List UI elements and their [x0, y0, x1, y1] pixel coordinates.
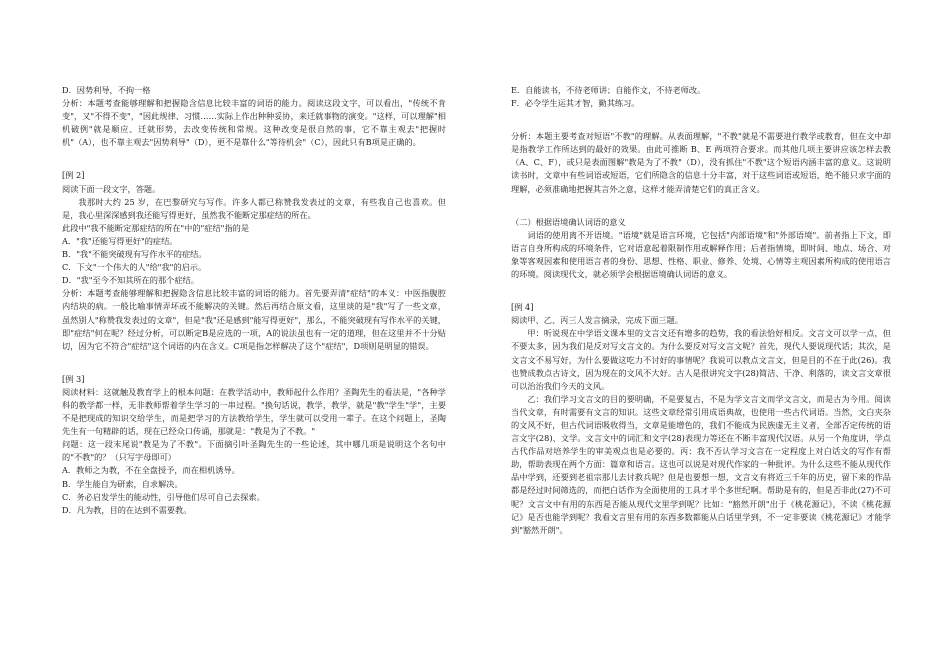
example-3-option-c: C．务必启发学生的能动性，引导他们尽可自己去探索。 — [62, 491, 265, 502]
example-3-material: 阅读材料：这就触及教育学上的根本问题：在教学活动中，教师起什么作用？圣陶先生的看法是，"各种学科的教学都一样，无非教师帮着学生学习的一串过程。"换句话说，教学，教学，就是"教"学生"学"，主要不是把现成的知识交给学生，而是把学习的方法教给学生，学生就可以受用一辈子。在这个问题上，圣陶先生有一句精辟的话，现在已经众口传诵，那就是："教是为了不教。" — [62, 386, 446, 437]
example-3-heading: [例 3] — [62, 373, 85, 384]
example-2-passage: 我那时大约 25 岁，在巴黎研究与写作。许多人都已称赞我发表过的文章，有些我自己也喜欢。但是，我心里深深感到我还能写得更好，虽然我不能断定那症结的所在。 — [62, 196, 446, 220]
example-4-speaker-yi: 乙：我们学习文言文的目的要明确，不是要复古，不是为学文言文而学文言文，而是古为今用。阅读当代文章，有时需要有文言的知识。这些文章经常引用成语典故，也使用一些古代词语。当然，文白夹杂的文风不好，但古代词语吸收得当，文章是能增色的，我们不能成为民族虚无主义者，全部否定传统的语言文字(28)、文学。文言文中的词汇和文字(28)表现力等还在不断丰富现代汉语。从另一个角度讲，学点古代作品对培养学生的审美观点也是必要的。丙：我不否认学习文言在一定程度上对白话文的写作有帮助，帮助表现在两个方面：篇章和语言。这也可以说是对现代作家的一种批评。为什么这些不能从现代作品中学到，还要到老祖宗那儿去讨救兵呢？但是也要想一想，文言文有将近三千年的历史，留下来的作品都是经过时间筛选的，而把白话作为全面使用的工具才半个多世纪啊。帮助是有的，但是否非此(27)不可呢？文言文中有用的东西是否能从现代文里学到呢？比如："豁然开朗"出于《桃花源记》，不读《桃花源记》是否也能学到呢？我看文言里有用的东西多数都能从白话里学到，不一定非要读《桃花源记》才能学到"豁然开朗"。 — [511, 393, 891, 535]
example-2-analysis: 分析：本题考查能够理解和把握隐含信息比较丰富的词语的能力。首先要弄清"症结"的本义：中医指腹腔内结块的病。一般比喻事情弄坏或不能解决的关键。然后再结合原文看，这里谈的是"我"写了一些文章，虽然别人"称赞我发表过的文章"，但是"我"还是感到"能写得更好"，那么，不能突破现有写作水平的关键，即"症结"何在呢？经过分析，可以断定B是应选的一项，A的说法虽也有一定的道理，但在这里并不十分贴切，因为它不符合"症结"这个词语的内在含义。C项是指怎样解决了这个"症结"，D项则是明显的错误。 — [62, 288, 446, 351]
section-heading: （二）根据语境确认词语的意义 — [511, 216, 626, 227]
example-3-option-f: F．必令学生运其才智，勤其练习。 — [511, 98, 640, 109]
section-body: 词语的使用离不开语境。"语境"就是语言环境，它包括"内部语境"和"外部语境"。前者指上下文，即语言自身所构成的环境条件，它对语意起着限制作用或解释作用；后者指情境，即时间、地点、场合、对象等客观因素和使用语言者的身份、思想、性格、职业、修养、处境、心情等主观因素所构成的使用语言的环境。阅读现代文，就必须学会根据语境确认词语的意义。 — [511, 229, 891, 280]
example-3-option-d: D．凡为教，目的在达到不需要教。 — [62, 504, 192, 515]
example-2-option-c: C．下文"一个伟大的人"给"我"的启示。 — [62, 262, 207, 273]
example-4-prompt: 阅读甲、乙、丙三人发言摘录，完成下面三题。 — [511, 315, 683, 326]
example-3-option-b: B．学生能自为研索，自求解决。 — [62, 478, 183, 489]
example-3-option-e: E．自能读书，不待老师讲；自能作文，不待老师改。 — [511, 85, 706, 95]
example-2-prompt: 阅读下面一段文字，答题。 — [62, 183, 161, 194]
example-2-option-b: B．"我"不能突破现有写作水平的症结。 — [62, 249, 207, 260]
right-column — [511, 84, 891, 537]
example-4-heading: [例 4] — [511, 302, 534, 313]
example-4-speaker-jia: 甲：听说现在中学语文课本里的文言文还有增多的趋势，我的看法恰好相反。文言文可以学一点，但不要太多，因为我们是反对写文言文的。为什么要反对写文言文呢？首先，现代人要说现代话；其次，是文言文不易写好，为什么要做这吃力不讨好的事情呢？我说可以教点文言文，但是目的不在于此(26)。我也赞成教点古诗文，因为现在的文风不大好。古人是很讲究文字(28)简洁、干净、利落的，读文言文章很可以治治我们今天的文风。 — [511, 328, 891, 391]
example-2-heading: [例 2] — [62, 170, 85, 181]
example-2-option-d: D．"我"至今不知其所在的那个症结。 — [62, 275, 199, 286]
example-3-analysis: 分析：本题主要考查对短语"不教"的理解。从表面理解，"不教"就是不需要进行教学或教育，但在文中却是指教学工作所达到的最好的效果。由此可推断 B、E 两项符合要求。而其他几项主要讲应该怎样去教（A、C、F），或只是表面图解"教是为了不教"（D），没有抓住"不教"这个短语内涵丰富的意义。这说明读书时，文章中有些词语或短语，它们所隐含的信息十分丰富，对于这些词语或短语，绝不能只求字面的理解，必须准确地把握其言外之意，这样才能弄清楚它们的真正含义。 — [511, 131, 891, 194]
example-2-option-a: A．"我"还能写得更好"的症结。 — [62, 235, 178, 246]
option-d-line: D．因势利导，不拘一格 — [62, 85, 151, 95]
example-2-question: 此段中"我不能断定那症结的所在"中的"症结"指的是 — [62, 222, 250, 233]
example-3-question: 问题：这一段末尾说"教是为了不教"。下面摘引叶圣陶先生的一些论述，其中哪几项是说明这个名句中的"不教"的？（只写字母即可） — [62, 439, 446, 463]
analysis-paragraph: 分析：本题考查能够理解和把握隐含信息比较丰富的词语的能力。阅读这段文字，可以看出，"传统不肯变"，又"不得不变"，"因此规律、习惯……实际上作出种种妥协，来迁就事物的演变。"这样，可以理解"相机破例"就是顺应、迁就形势，去改变传统和常规。这种改变是很自然的事，它不靠主观去"把握时机"（A），也不靠主观去"因势利导"（D），更不是靠什么"等待机会"（C），因此只有B项是正确的。 — [62, 98, 446, 148]
example-3-option-a: A．教师之为教，不在全盘授予，而在相机诱导。 — [62, 465, 240, 476]
left-column — [62, 84, 446, 517]
